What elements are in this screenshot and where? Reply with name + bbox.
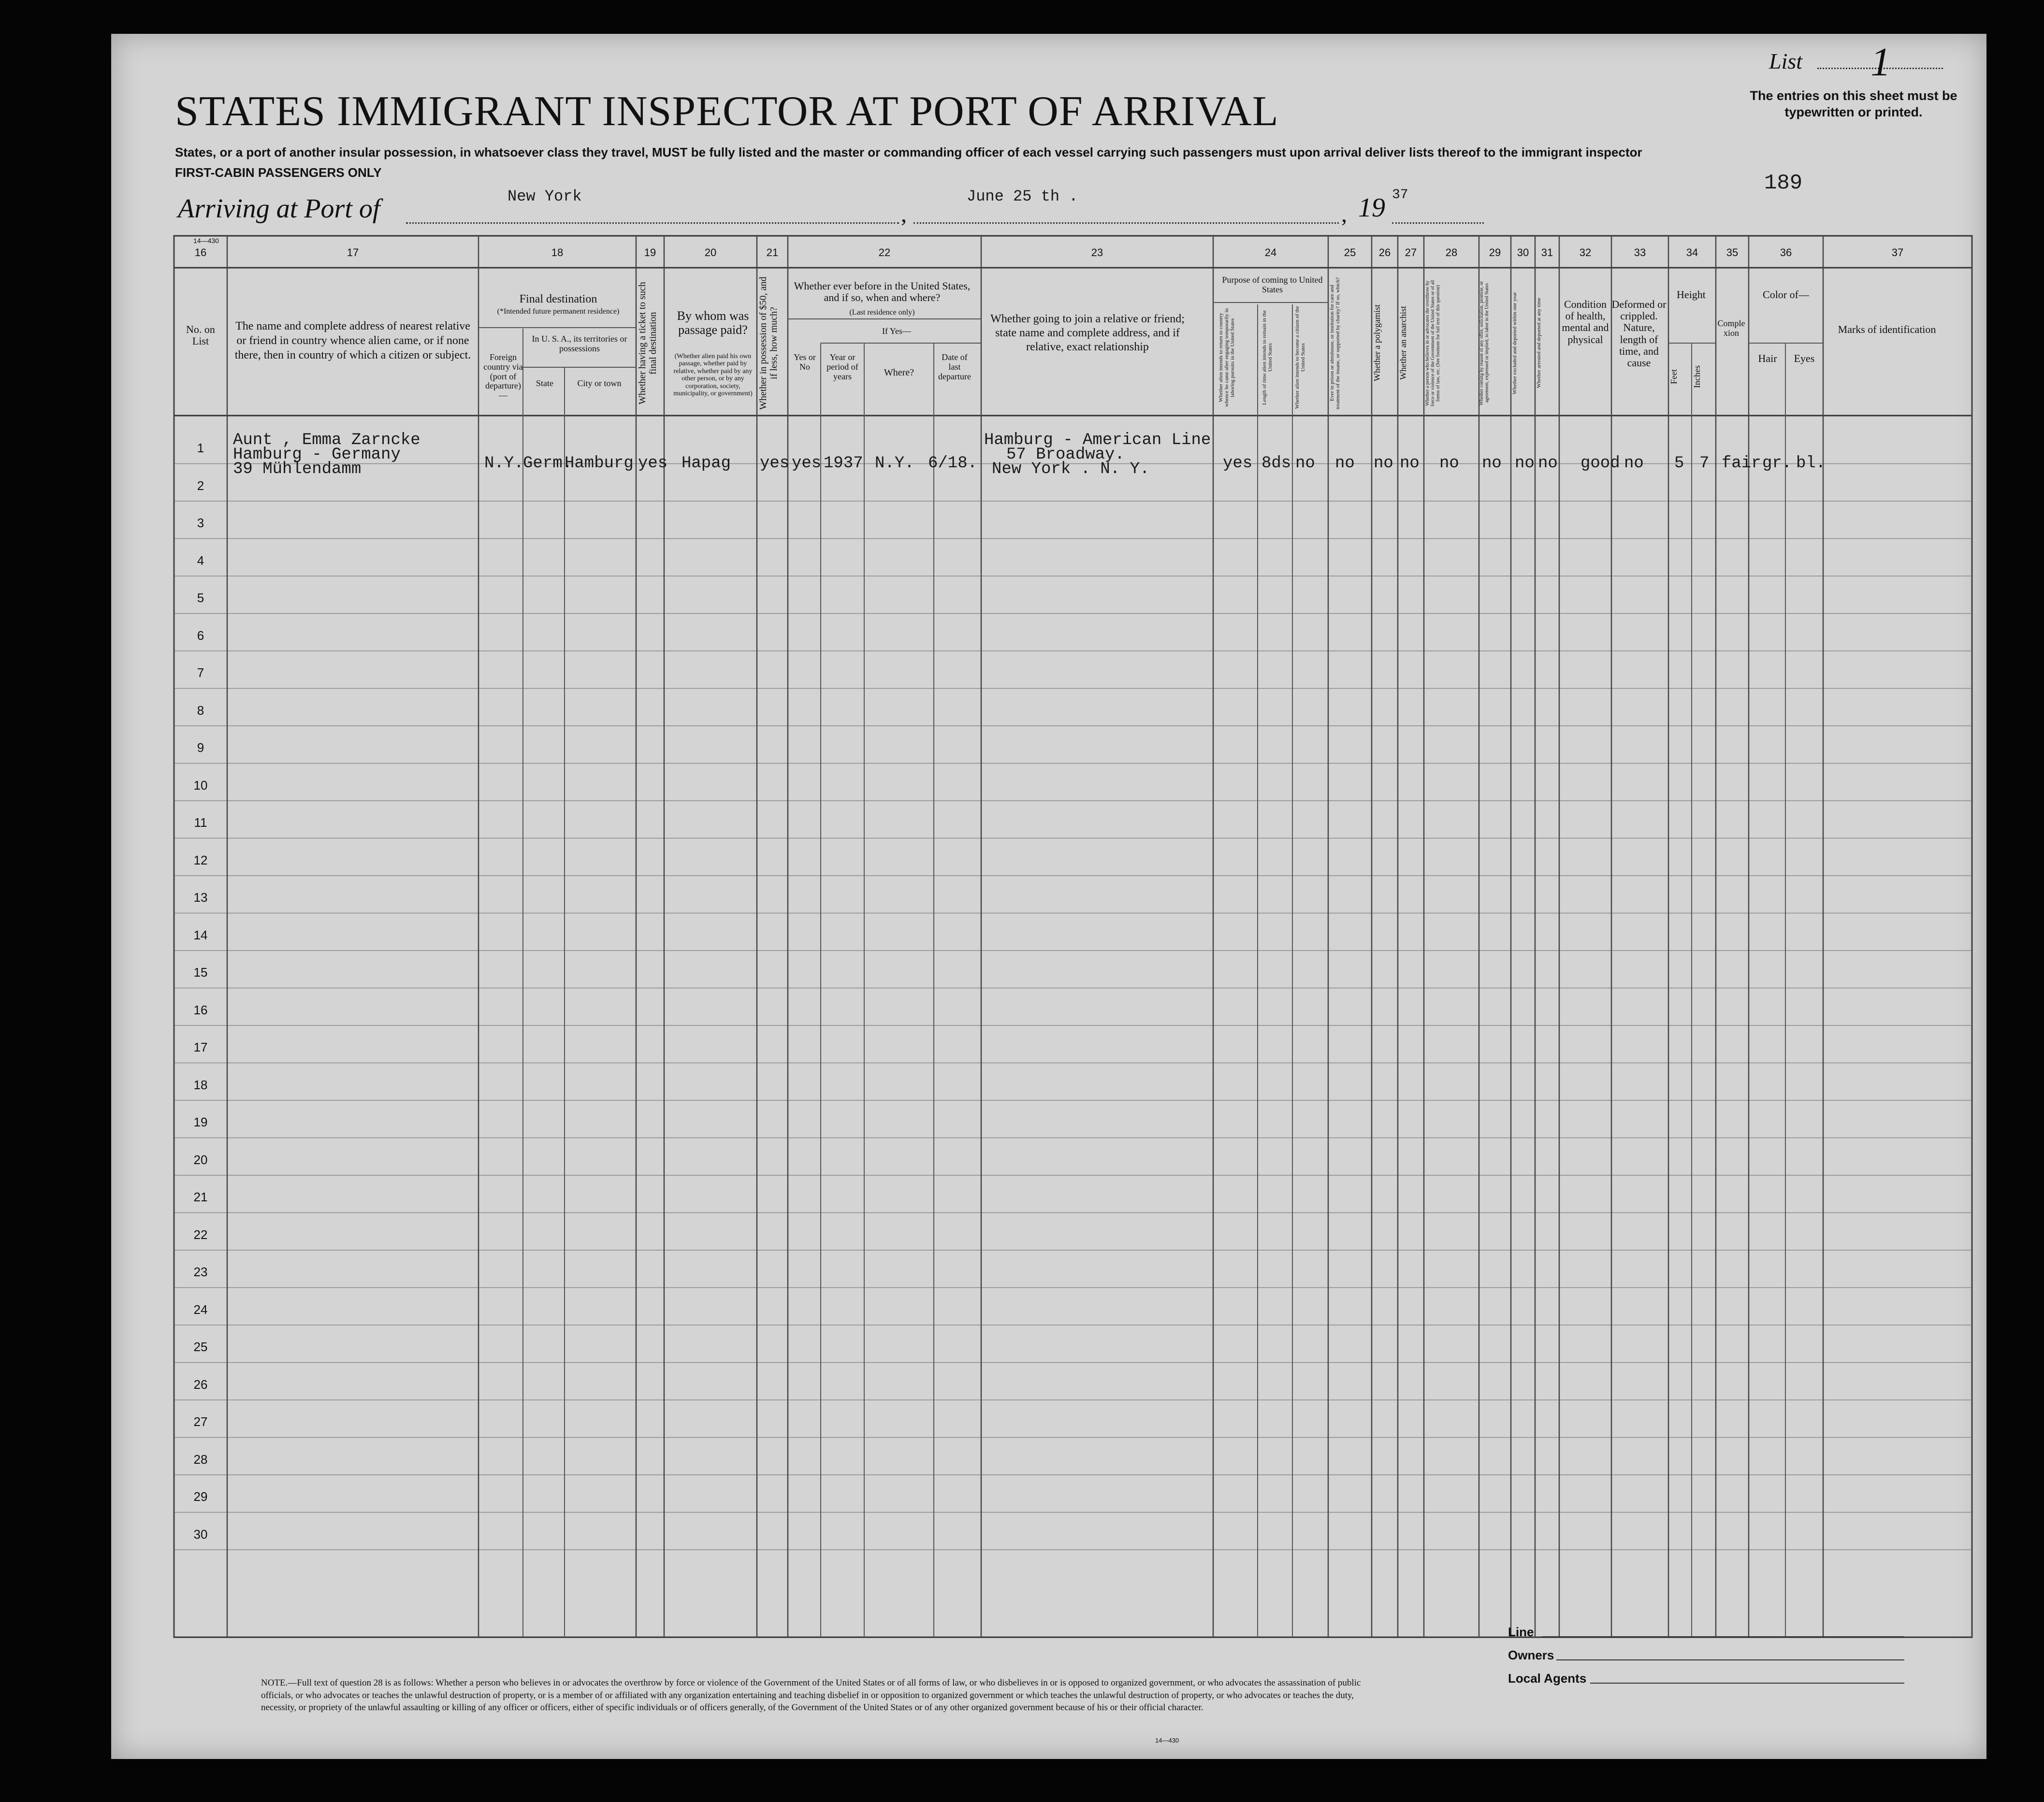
row-number: 16 bbox=[193, 1002, 208, 1017]
entry-city: Hamburg bbox=[565, 454, 634, 473]
header-citizen: Whether alien intends to become a citizen of the United States bbox=[1294, 306, 1306, 409]
year-prefix: 19 bbox=[1358, 193, 1385, 223]
column-number: 31 bbox=[1541, 246, 1553, 259]
port-value: New York bbox=[507, 187, 582, 205]
row-number: 20 bbox=[193, 1152, 208, 1167]
header-passage-paid: By whom was passage paid? bbox=[677, 309, 749, 337]
footer-local-agents-field bbox=[1590, 1683, 1904, 1684]
column-number: 21 bbox=[766, 246, 779, 259]
page-title: STATES IMMIGRANT INSPECTOR AT PORT OF ARRIVAL bbox=[175, 88, 1279, 135]
header-marks-identification: Marks of identification bbox=[1838, 323, 1936, 335]
year-suffix: 37 bbox=[1392, 187, 1408, 202]
binder-hole bbox=[68, 1177, 95, 1204]
comma: , bbox=[1341, 202, 1347, 227]
binder-hole bbox=[68, 288, 95, 315]
header-foreign-country: Foreign country via (port of departure)— bbox=[483, 352, 523, 401]
header-height: Height bbox=[1677, 288, 1706, 301]
header-prison: Ever in prison or almshouse, or institution for care and treatment of the insane, or supported by charity? If so, which? bbox=[1329, 277, 1341, 409]
row-number: 24 bbox=[193, 1302, 208, 1317]
header-passage-paid-sub: (Whether alien paid his own passage, whether paid by relative, whether paid by any other person, or by any corporation, society, municipality, or government) bbox=[673, 353, 753, 397]
list-number: 1 bbox=[1870, 40, 1891, 85]
entry-hair: gr. bbox=[1762, 454, 1792, 473]
column-number: 32 bbox=[1579, 246, 1592, 259]
header-final-destination: Final destination bbox=[519, 293, 597, 305]
footnote-question-28: NOTE.—Full text of question 28 is as follows: Whether a person who believes in or advocates the overthrow by force or violence of the Government of the United States or of all forms of law, or who disbelieves in or is opposed to organized government, or who advocates the assassination of public officials, or who advocates or teaches the unlawful destruction of property, or is a member of or affiliated with any organization entertaining and teaching disbelief in or opposition to organized government or which teaches the unlawful destruction of property, or who advocates or teaches the duty, necessity, or propriety of the unlawful assaulting or killing of any officer or officers, either of specific individuals or of officers generally, of the Government of the United States or of any other organized government because of his or their official character. bbox=[261, 1678, 1361, 1713]
entry-ever-before: yes bbox=[792, 454, 822, 473]
header-health: Condition of health, mental and physical bbox=[1562, 298, 1609, 346]
row-number: 21 bbox=[193, 1190, 208, 1204]
column-number: 16 bbox=[194, 246, 207, 259]
entry-health: good bbox=[1580, 454, 1620, 473]
entry-join-line2: 57 Broadway. bbox=[1006, 446, 1125, 464]
binder-hole bbox=[68, 209, 95, 236]
header-polygamist: Whether a polygamist bbox=[1372, 304, 1382, 382]
footer-owners-field bbox=[1556, 1659, 1904, 1660]
manifest-sheet bbox=[111, 34, 1986, 1759]
intro-text: States, or a port of another insular possession, in whatsoever class they travel, MUST be fully listed and the master or commanding officer of each vessel carrying such passengers must upon arrival deliver lists thereof to the immigrant inspector bbox=[175, 145, 1642, 159]
row-number: 3 bbox=[197, 516, 204, 530]
row-number: 2 bbox=[197, 478, 204, 493]
header-city: City or town bbox=[577, 378, 622, 388]
column-number: 30 bbox=[1517, 246, 1529, 259]
row-number: 12 bbox=[193, 852, 208, 867]
header-ever-before: Whether ever before in the United States, and if so, when and where? bbox=[794, 280, 971, 304]
list-label: List bbox=[1769, 49, 1803, 73]
footer-line-field bbox=[1542, 1636, 1904, 1637]
entry-anarchist: no bbox=[1400, 454, 1420, 473]
header-no-on-list: No. on List bbox=[186, 323, 215, 347]
entry-length-stay: 8ds bbox=[1261, 454, 1291, 473]
footer-owners-label: Owners bbox=[1508, 1648, 1554, 1662]
entry-purpose-return: yes bbox=[1223, 454, 1253, 473]
row-number: 4 bbox=[197, 553, 204, 568]
page-number: 189 bbox=[1764, 171, 1803, 195]
entry-relative-line3: 39 Mühlendamm bbox=[233, 460, 362, 478]
entry-where: N.Y. bbox=[875, 454, 914, 473]
row-number: 14 bbox=[193, 927, 208, 942]
row-number: 6 bbox=[197, 628, 204, 643]
footer-line-label: Line bbox=[1508, 1625, 1534, 1639]
row-number: 27 bbox=[193, 1414, 208, 1429]
arriving-label: Arriving at Port of bbox=[178, 194, 380, 224]
row-number: 10 bbox=[193, 778, 208, 793]
row-number: 22 bbox=[193, 1227, 208, 1242]
entry-join-line3: New York . N. Y. bbox=[992, 460, 1150, 478]
entry-citizen: no bbox=[1295, 454, 1315, 473]
header-join-relative: Whether going to join a relative or friend; state name and complete address, and if relative, exact relationship bbox=[990, 313, 1185, 353]
row-number: 30 bbox=[193, 1527, 208, 1542]
header-if-yes: If Yes— bbox=[882, 326, 911, 336]
row-number: 29 bbox=[193, 1489, 208, 1504]
header-deformed: Deformed or crippled. Nature, length of time, and cause bbox=[1611, 298, 1667, 369]
row-number: 18 bbox=[193, 1077, 208, 1092]
entry-ticket: yes bbox=[638, 454, 668, 473]
date-value: June 25 th . bbox=[967, 187, 1078, 205]
column-number: 25 bbox=[1344, 246, 1356, 259]
header-overthrow: Whether a person who believes in or advocates the overthrow by force or violence of the Government of the United States or of all forms of law, etc. (See footnote for full text of this question) bbox=[1425, 280, 1441, 406]
header-final-destination-sub: (*Intended future permanent residence) bbox=[497, 307, 620, 316]
column-number: 22 bbox=[878, 246, 891, 259]
header-length-stay: Length of time alien intends to remain in the United States bbox=[1261, 310, 1274, 405]
header-relative-address: The name and complete address of nearest relative or friend in country whence alien came, or if none there, then in country of which a citizen or subject. bbox=[234, 320, 471, 361]
footer-local-agents-label: Local Agents bbox=[1508, 1671, 1587, 1686]
header-state: State bbox=[536, 378, 553, 388]
header-eyes: Eyes bbox=[1794, 352, 1815, 364]
header-year-period: Year or period of years bbox=[826, 352, 858, 381]
header-feet: Feet bbox=[1669, 369, 1679, 385]
entry-relative-line1: Aunt , Emma Zarncke bbox=[233, 431, 420, 449]
header-yes-no: Yes or No bbox=[794, 352, 816, 372]
footnote-form-code: 14—430 bbox=[1155, 1737, 1179, 1744]
column-number: 18 bbox=[551, 246, 564, 259]
comma: , bbox=[901, 202, 907, 227]
column-number: 34 bbox=[1686, 246, 1698, 259]
column-number: 19 bbox=[644, 246, 656, 259]
entry-foreign-via: N.Y. bbox=[484, 454, 524, 473]
column-number: 17 bbox=[347, 246, 359, 259]
column-number: 26 bbox=[1378, 246, 1391, 259]
column-number: 37 bbox=[1891, 246, 1904, 259]
entry-join-line1: Hamburg - American Line bbox=[984, 431, 1211, 449]
column-number: 27 bbox=[1405, 246, 1417, 259]
row-number: 8 bbox=[197, 703, 204, 718]
row-number: 15 bbox=[193, 965, 208, 980]
header-anarchist: Whether an anarchist bbox=[1398, 306, 1408, 380]
column-number: 23 bbox=[1091, 246, 1103, 259]
header-possession-50: Whether in possession of $50, and if less, how much? bbox=[758, 276, 779, 410]
row-number: 28 bbox=[193, 1452, 208, 1467]
header-arrested: Whether arrested and deported at any time bbox=[1536, 298, 1542, 389]
typewritten-note: The entries on this sheet must be typewritten or printed. bbox=[1750, 88, 1957, 119]
header-purpose: Purpose of coming to United States bbox=[1222, 275, 1323, 294]
entry-possession: yes bbox=[760, 454, 790, 473]
column-number: 24 bbox=[1264, 246, 1277, 259]
binder-hole bbox=[68, 545, 95, 572]
entry-inches: 7 bbox=[1699, 454, 1710, 473]
binder-hole bbox=[68, 1510, 95, 1537]
row-number: 5 bbox=[197, 591, 204, 605]
entry-last-departure: 6/18. bbox=[928, 454, 978, 473]
entry-labor-offer: no bbox=[1482, 454, 1502, 473]
header-excluded: Whether excluded and deported within one year bbox=[1512, 292, 1518, 394]
row-number: 1 bbox=[197, 441, 204, 455]
entry-deformed: no bbox=[1624, 454, 1644, 473]
column-number: 36 bbox=[1780, 246, 1792, 259]
entry-overthrow: no bbox=[1439, 454, 1459, 473]
row-number: 23 bbox=[193, 1265, 208, 1279]
entry-state: Germ. bbox=[523, 454, 573, 473]
form-code: 14—430 bbox=[193, 237, 219, 245]
entry-year-period: 1937 bbox=[824, 454, 863, 473]
row-number: 19 bbox=[193, 1115, 208, 1129]
entry-prison: no bbox=[1335, 454, 1355, 473]
header-inches: Inches bbox=[1692, 365, 1702, 389]
entry-eyes: bl. bbox=[1796, 454, 1826, 473]
binder-hole bbox=[68, 1097, 95, 1124]
entry-complexion: fair bbox=[1722, 454, 1761, 473]
binder-hole bbox=[68, 622, 95, 649]
header-ticket: Whether having a ticket to such final destination bbox=[637, 282, 658, 404]
header-ever-before-sub: (Last residence only) bbox=[849, 308, 915, 317]
header-last-departure: Date of last departure bbox=[938, 352, 971, 381]
row-number: 17 bbox=[193, 1040, 208, 1054]
header-intends-return: Whether alien intends to return to country whence he came after engaging temporarily in laboring pursuits in the United States bbox=[1218, 308, 1236, 407]
row-number: 11 bbox=[194, 815, 207, 830]
column-number: 28 bbox=[1445, 246, 1458, 259]
row-number: 25 bbox=[193, 1340, 208, 1354]
column-number: 35 bbox=[1726, 246, 1739, 259]
column-number: 33 bbox=[1634, 246, 1646, 259]
row-number: 13 bbox=[193, 890, 208, 905]
column-number: 20 bbox=[704, 246, 717, 259]
header-where: Where? bbox=[884, 367, 914, 378]
entry-polygamist: no bbox=[1374, 454, 1393, 473]
header-color-of: Color of— bbox=[1763, 288, 1809, 301]
header-labor-offer: Whether coming by reason of any offer, solicitation, promise, or agreement, expressed or implied, to labor in the United States bbox=[1479, 281, 1490, 405]
column-number: 29 bbox=[1489, 246, 1501, 259]
row-number: 9 bbox=[197, 740, 204, 755]
row-number: 7 bbox=[197, 665, 204, 680]
header-in-usa: In U. S. A., its territories or possessions bbox=[532, 334, 627, 353]
entry-arrested: no bbox=[1538, 454, 1558, 473]
entry-feet: 5 bbox=[1674, 454, 1684, 473]
binder-hole bbox=[68, 1429, 95, 1456]
header-complexion: Complexion bbox=[1717, 318, 1745, 338]
entry-relative-line2: Hamburg - Germany bbox=[233, 446, 401, 464]
entry-passage-paid: Hapag bbox=[681, 454, 731, 473]
entry-excluded: no bbox=[1515, 454, 1535, 473]
row-number: 26 bbox=[193, 1377, 208, 1392]
header-hair: Hair bbox=[1758, 352, 1777, 364]
class-text: FIRST-CABIN PASSENGERS ONLY bbox=[175, 165, 382, 180]
